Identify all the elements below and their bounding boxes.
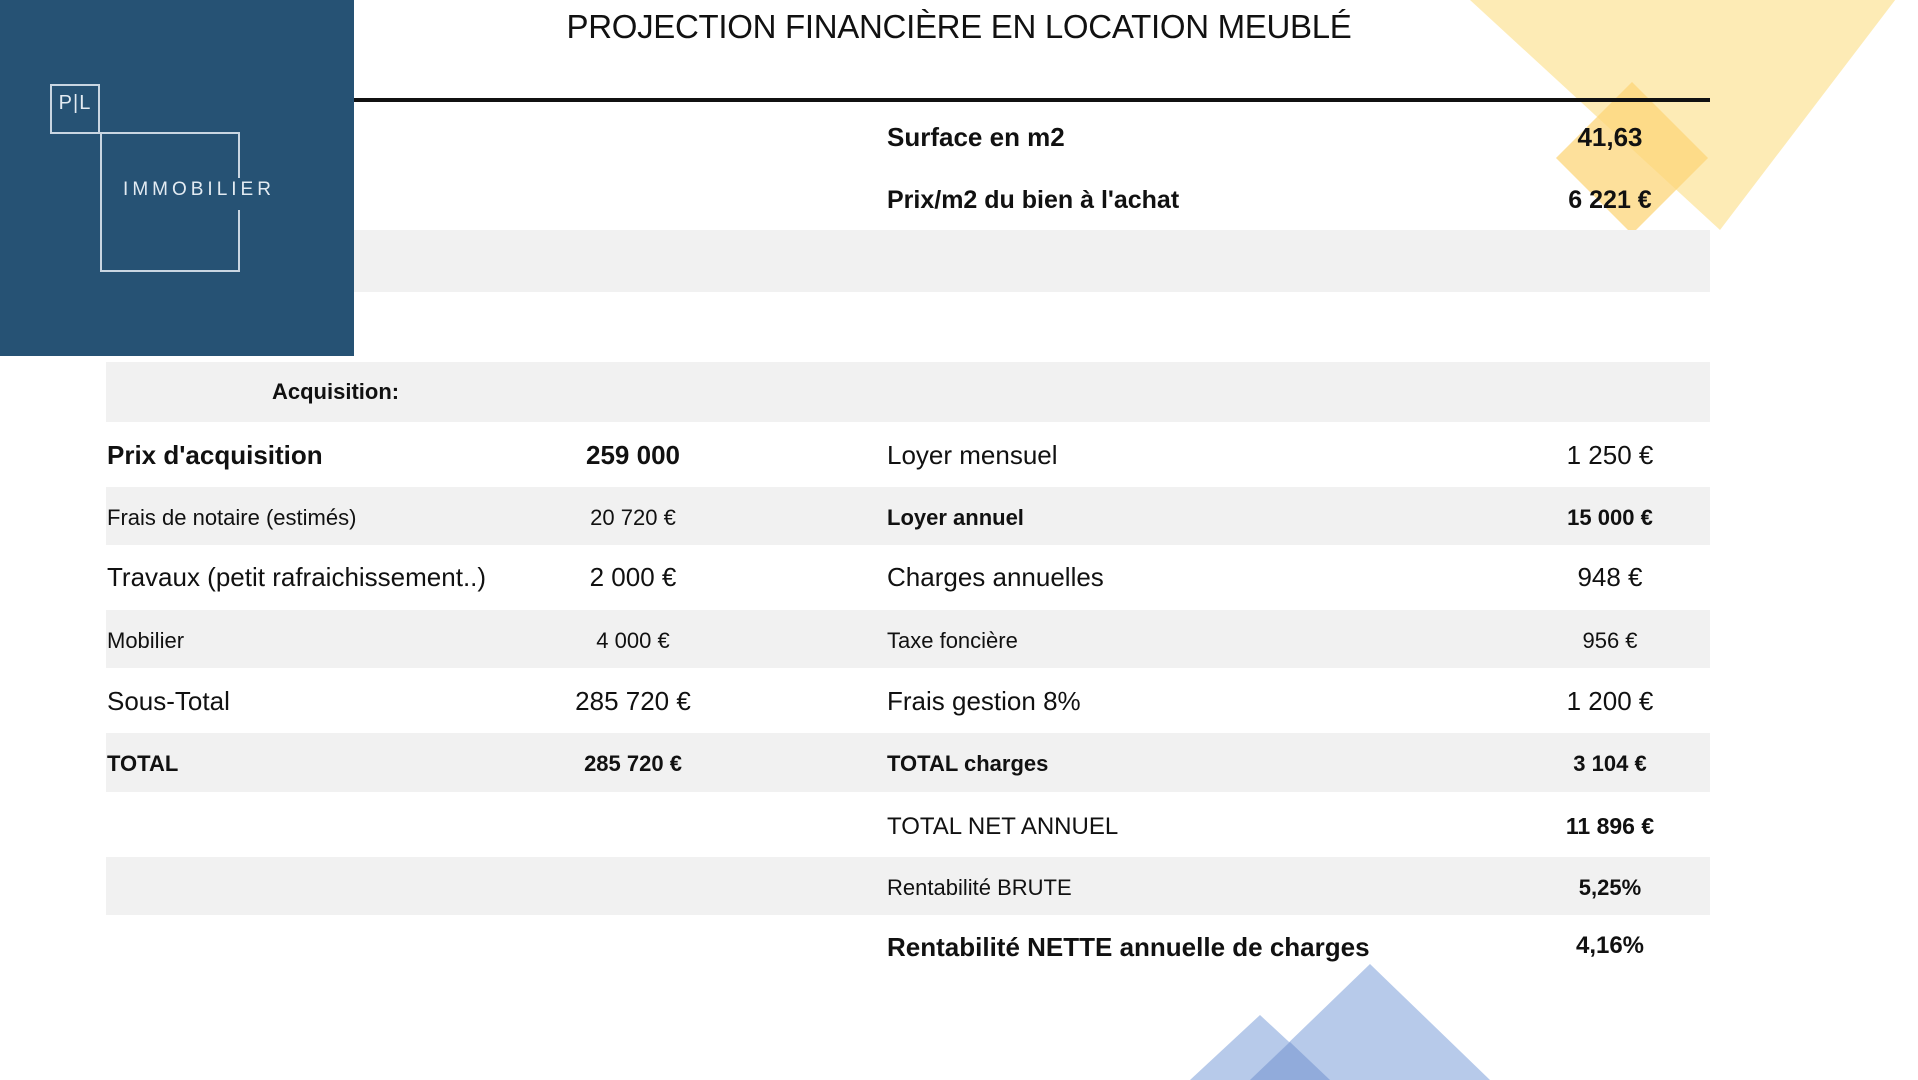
acquisition-row-value: 20 720 € (590, 505, 676, 530)
rental-row-value: 5,25% (1578, 875, 1642, 900)
acquisition-row-value: 2 000 € (589, 562, 677, 592)
surface-value: 41,63 (1577, 122, 1643, 152)
acquisition-row-label: Sous-Total (107, 686, 230, 716)
acquisition-row-label: Travaux (petit rafraichissement..) (107, 562, 487, 592)
logo-large-square (100, 132, 240, 272)
rental-row-value: 3 104 € (1573, 751, 1647, 776)
price-m2-value: 6 221 € (1568, 186, 1652, 214)
company-logo (0, 0, 354, 356)
title-divider (354, 98, 1710, 102)
surface-label: Surface en m2 (887, 122, 1065, 152)
acquisition-row-value: 259 000 (586, 440, 680, 470)
summary-band (354, 230, 1710, 292)
acquisition-row-label: Mobilier (107, 628, 185, 653)
acquisition-total-value: 285 720 € (584, 751, 682, 776)
acquisition-row-label: Frais de notaire (estimés) (107, 505, 357, 530)
rental-row-value: 1 200 € (1566, 686, 1654, 716)
rental-row-label: Loyer mensuel (887, 440, 1058, 470)
page-title: PROJECTION FINANCIÈRE EN LOCATION MEUBLÉ (566, 8, 1352, 45)
price-m2-label: Prix/m2 du bien à l'achat (887, 186, 1180, 214)
rental-row-label: TOTAL charges (887, 751, 1049, 776)
rental-row-label: Taxe foncière (887, 628, 1018, 653)
rental-row-label: Frais gestion 8% (887, 686, 1081, 716)
rental-row-label: Charges annuelles (887, 562, 1104, 592)
rental-row-label: TOTAL NET ANNUEL (887, 813, 1119, 840)
rental-row-value: 948 € (1577, 562, 1643, 592)
acquisition-total-label: TOTAL (107, 751, 179, 776)
acquisition-row-value: 4 000 € (596, 628, 670, 653)
rental-row-label: Rentabilité BRUTE (887, 875, 1072, 900)
acquisition-heading: Acquisition: (272, 379, 400, 404)
rental-row-value: 4,16% (1575, 932, 1645, 959)
rental-row-label: Loyer annuel (887, 505, 1024, 530)
blue-triangle-decoration (1190, 960, 1510, 1080)
rental-row-value: 11 896 € (1565, 813, 1655, 839)
rental-row-label: Rentabilité NETTE annuelle de charges (887, 932, 1370, 962)
rental-row-value: 15 000 € (1567, 505, 1653, 530)
logo-brand-text: IMMOBILIER (123, 179, 275, 200)
logo-monogram: P|L (58, 92, 92, 114)
acquisition-row-label: Prix d'acquisition (107, 440, 323, 470)
rental-row-value: 1 250 € (1566, 440, 1654, 470)
acquisition-row-value: 285 720 € (575, 686, 691, 716)
rental-row-value: 956 € (1582, 628, 1638, 653)
